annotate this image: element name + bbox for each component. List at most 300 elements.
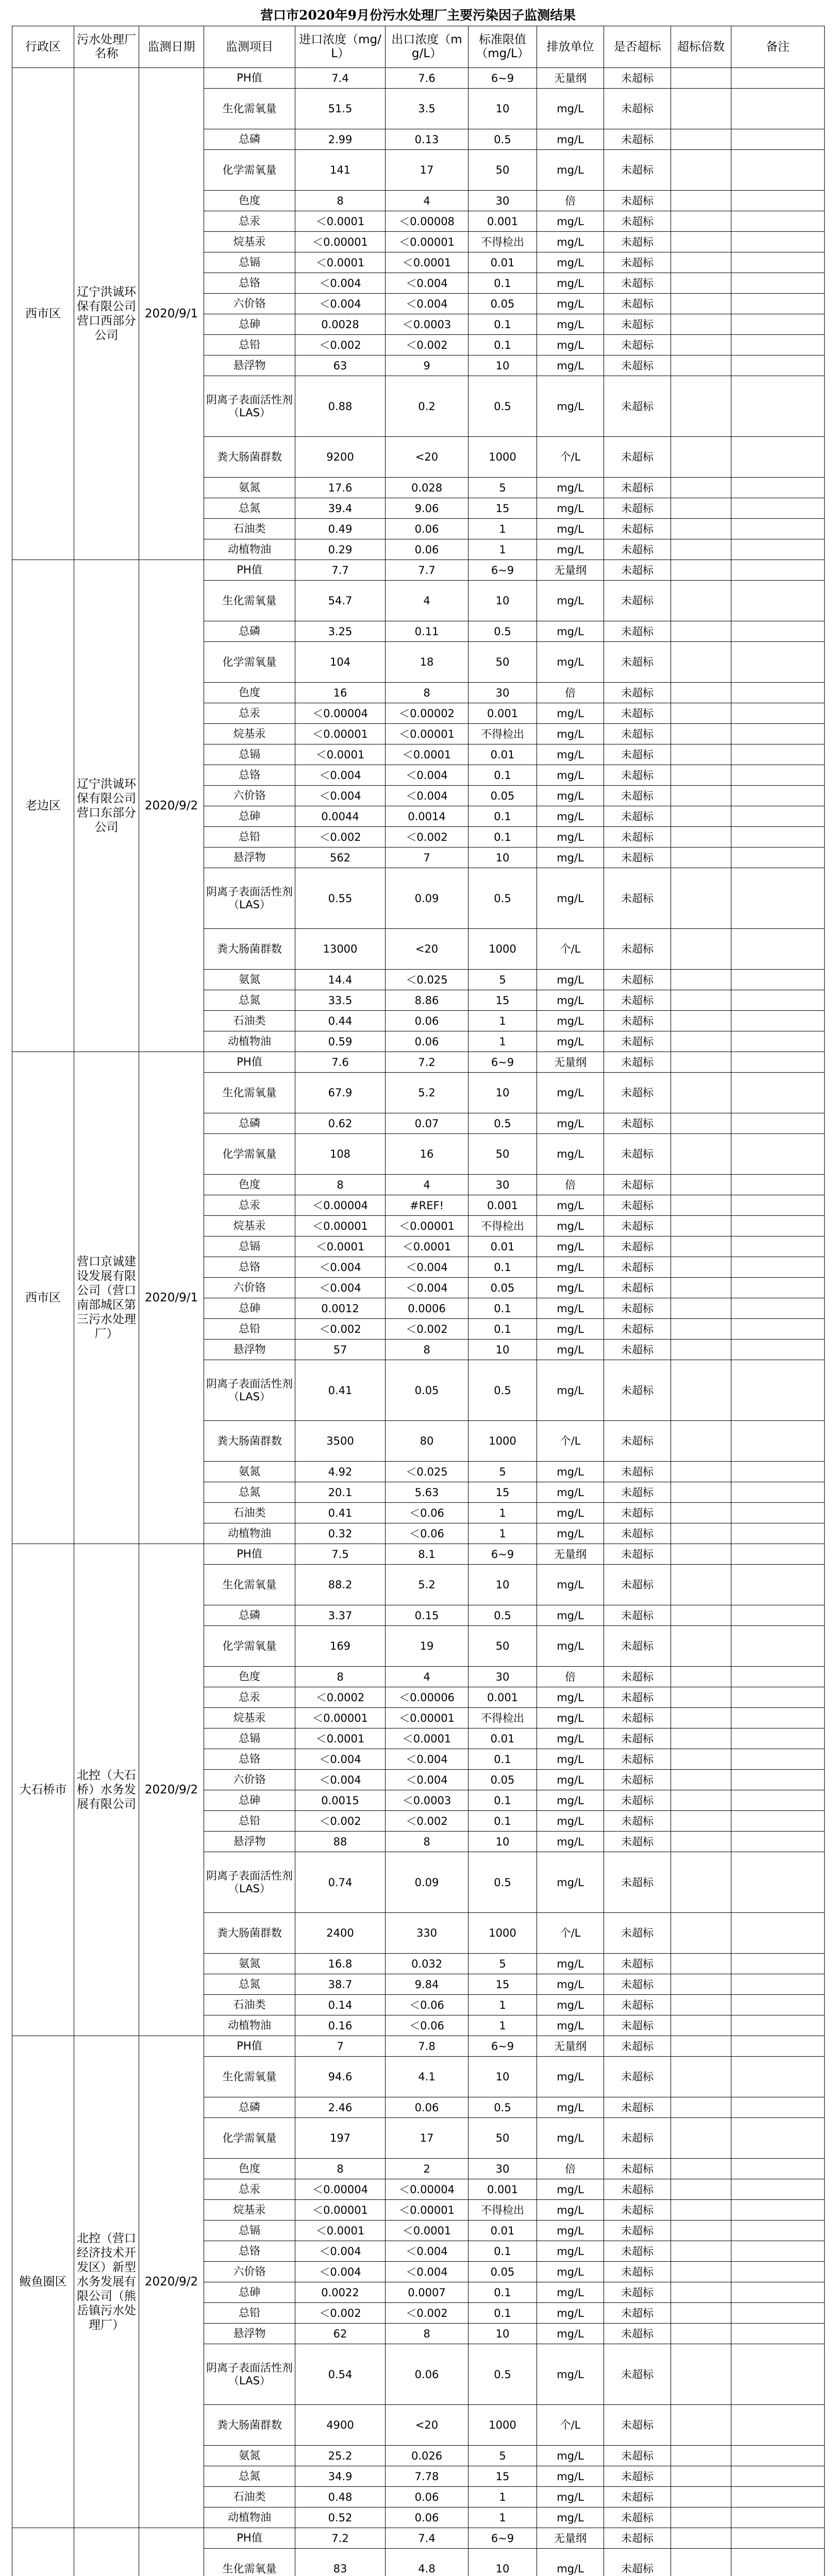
monitoring-date-cell (139, 2528, 204, 2576)
table-row (12, 2036, 825, 2057)
inlet-concentration-cell: ＜0.004 (295, 1770, 386, 1790)
emission-unit-cell: mg/L (537, 1708, 604, 1728)
remarks-cell (731, 1708, 825, 1728)
exceeds-standard-cell: 未超标 (604, 211, 671, 232)
remarks-cell (731, 2036, 825, 2057)
exceed-multiple-cell (671, 560, 731, 581)
standard-limit-cell: 0.5 (469, 1852, 537, 1913)
inlet-concentration-cell: 7.6 (295, 1052, 386, 1073)
exceeds-standard-cell: 未超标 (604, 2507, 671, 2528)
inlet-concentration-cell: ＜0.004 (295, 765, 386, 786)
header-monitoring-item: 监测项目 (204, 26, 295, 68)
outlet-concentration-cell: 8 (386, 1340, 469, 1360)
remarks-cell (731, 1236, 825, 1257)
exceeds-standard-cell: 未超标 (604, 1605, 671, 1626)
monitoring-item-cell: 烷基汞 (204, 232, 295, 252)
monitoring-item-cell: 氨氮 (204, 1462, 295, 1482)
standard-limit-cell: 15 (469, 990, 537, 1011)
standard-limit-cell: 0.5 (469, 2344, 537, 2405)
remarks-cell (731, 1523, 825, 1544)
emission-unit-cell: mg/L (537, 232, 604, 252)
remarks-cell (731, 827, 825, 848)
exceed-multiple-cell (671, 478, 731, 498)
outlet-concentration-cell: 4 (386, 191, 469, 211)
exceeds-standard-cell: 未超标 (604, 2159, 671, 2179)
remarks-cell (731, 848, 825, 868)
emission-unit-cell: mg/L (537, 2221, 604, 2241)
exceed-multiple-cell (671, 2282, 731, 2303)
standard-limit-cell: 6~9 (469, 560, 537, 581)
exceeds-standard-cell: 未超标 (604, 1708, 671, 1728)
emission-unit-cell: mg/L (537, 211, 604, 232)
emission-unit-cell: mg/L (537, 2262, 604, 2282)
emission-unit-cell: mg/L (537, 827, 604, 848)
standard-limit-cell: 0.05 (469, 294, 537, 314)
standard-limit-cell: 10 (469, 355, 537, 376)
remarks-cell (731, 539, 825, 560)
outlet-concentration-cell: #REF! (386, 1195, 469, 1216)
exceeds-standard-cell: 未超标 (604, 560, 671, 581)
standard-limit-cell: 0.1 (469, 2282, 537, 2303)
exceeds-standard-cell: 未超标 (604, 1913, 671, 1954)
remarks-cell (731, 2344, 825, 2405)
header-monitoring-date: 监测日期 (139, 26, 204, 68)
standard-limit-cell: 0.5 (469, 868, 537, 929)
standard-limit-cell: 0.1 (469, 335, 537, 355)
exceeds-standard-cell: 未超标 (604, 2528, 671, 2549)
emission-unit-cell: mg/L (537, 273, 604, 294)
outlet-concentration-cell: <20 (386, 437, 469, 478)
exceeds-standard-cell: 未超标 (604, 1175, 671, 1195)
standard-limit-cell: 30 (469, 191, 537, 211)
exceeds-standard-cell: 未超标 (604, 1974, 671, 1995)
outlet-concentration-cell: 0.06 (386, 2344, 469, 2405)
standard-limit-cell: 10 (469, 848, 537, 868)
remarks-cell (731, 868, 825, 929)
standard-limit-cell: 5 (469, 2446, 537, 2466)
monitoring-item-cell: 化学需氧量 (204, 1626, 295, 1667)
remarks-cell (731, 1687, 825, 1708)
inlet-concentration-cell: 0.49 (295, 519, 386, 539)
outlet-concentration-cell: 0.06 (386, 539, 469, 560)
exceeds-standard-cell: 未超标 (604, 1278, 671, 1298)
monitoring-item-cell: 氨氮 (204, 970, 295, 990)
inlet-concentration-cell: 0.32 (295, 1523, 386, 1544)
inlet-concentration-cell: 0.41 (295, 1503, 386, 1523)
emission-unit-cell: mg/L (537, 2118, 604, 2159)
inlet-concentration-cell: 0.14 (295, 1995, 386, 2015)
monitoring-item-cell: 总磷 (204, 1113, 295, 1134)
standard-limit-cell: 1000 (469, 1913, 537, 1954)
exceed-multiple-cell (671, 376, 731, 437)
standard-limit-cell: 0.1 (469, 1298, 537, 1319)
standard-limit-cell: 30 (469, 683, 537, 703)
standard-limit-cell: 0.5 (469, 2097, 537, 2118)
emission-unit-cell: mg/L (537, 1340, 604, 1360)
outlet-concentration-cell: ＜0.00001 (386, 724, 469, 744)
exceeds-standard-cell: 未超标 (604, 827, 671, 848)
remarks-cell (731, 1216, 825, 1236)
remarks-cell (731, 2466, 825, 2487)
outlet-concentration-cell: <20 (386, 929, 469, 970)
inlet-concentration-cell: 3500 (295, 1421, 386, 1462)
standard-limit-cell: 0.5 (469, 1605, 537, 1626)
remarks-cell (731, 2528, 825, 2549)
exceed-multiple-cell (671, 2466, 731, 2487)
monitoring-item-cell: 粪大肠菌群数 (204, 437, 295, 478)
monitoring-item-cell: 总铬 (204, 273, 295, 294)
outlet-concentration-cell: 9 (386, 355, 469, 376)
monitoring-item-cell: PH值 (204, 1544, 295, 1565)
standard-limit-cell: 10 (469, 2324, 537, 2344)
inlet-concentration-cell: ＜0.00001 (295, 1216, 386, 1236)
standard-limit-cell: 0.05 (469, 1770, 537, 1790)
inlet-concentration-cell: ＜0.004 (295, 2262, 386, 2282)
monitoring-item-cell: 总磷 (204, 1605, 295, 1626)
monitoring-item-cell: 总汞 (204, 2179, 295, 2200)
exceed-multiple-cell (671, 2057, 731, 2097)
emission-unit-cell: mg/L (537, 294, 604, 314)
standard-limit-cell: 0.1 (469, 1790, 537, 1811)
monitoring-item-cell: 化学需氧量 (204, 642, 295, 683)
monitoring-item-cell: 六价铬 (204, 2262, 295, 2282)
exceeds-standard-cell: 未超标 (604, 2221, 671, 2241)
exceed-multiple-cell (671, 1687, 731, 1708)
remarks-cell (731, 1913, 825, 1954)
inlet-concentration-cell: 104 (295, 642, 386, 683)
inlet-concentration-cell: 0.16 (295, 2015, 386, 2036)
emission-unit-cell: mg/L (537, 1995, 604, 2015)
remarks-cell (731, 355, 825, 376)
remarks-cell (731, 294, 825, 314)
emission-unit-cell: mg/L (537, 335, 604, 355)
exceeds-standard-cell: 未超标 (604, 683, 671, 703)
outlet-concentration-cell: ＜0.004 (386, 1257, 469, 1278)
emission-unit-cell: mg/L (537, 621, 604, 642)
standard-limit-cell: 0.1 (469, 1257, 537, 1278)
outlet-concentration-cell: ＜0.06 (386, 2015, 469, 2036)
emission-unit-cell: mg/L (537, 806, 604, 827)
monitoring-item-cell: 总汞 (204, 703, 295, 724)
emission-unit-cell: mg/L (537, 478, 604, 498)
header-exceed-multiple: 超标倍数 (671, 26, 731, 68)
monitoring-item-cell: 总砷 (204, 1298, 295, 1319)
inlet-concentration-cell: 169 (295, 1626, 386, 1667)
emission-unit-cell: mg/L (537, 539, 604, 560)
remarks-cell (731, 478, 825, 498)
exceeds-standard-cell: 未超标 (604, 1503, 671, 1523)
emission-unit-cell: 个/L (537, 1421, 604, 1462)
monitoring-item-cell: 总氮 (204, 1482, 295, 1503)
emission-unit-cell: mg/L (537, 1790, 604, 1811)
inlet-concentration-cell: 88.2 (295, 1565, 386, 1605)
emission-unit-cell: mg/L (537, 2057, 604, 2097)
remarks-cell (731, 376, 825, 437)
inlet-concentration-cell: ＜0.002 (295, 335, 386, 355)
standard-limit-cell: 1000 (469, 929, 537, 970)
emission-unit-cell: mg/L (537, 2324, 604, 2344)
exceed-multiple-cell (671, 724, 731, 744)
plant-name-cell (74, 2528, 139, 2576)
monitoring-item-cell: 总铬 (204, 2241, 295, 2262)
exceed-multiple-cell (671, 252, 731, 273)
document-title: 营口市2020年9月份污水处理厂主要污染因子监测结果 (260, 8, 576, 23)
header-emission-unit: 排放单位 (537, 26, 604, 68)
exceed-multiple-cell (671, 273, 731, 294)
remarks-cell (731, 1195, 825, 1216)
emission-unit-cell: mg/L (537, 765, 604, 786)
monitoring-item-cell: 悬浮物 (204, 1832, 295, 1852)
exceed-multiple-cell (671, 1113, 731, 1134)
exceeds-standard-cell: 未超标 (604, 1031, 671, 1052)
table-row (12, 560, 825, 581)
remarks-cell (731, 1832, 825, 1852)
remarks-cell (731, 1790, 825, 1811)
exceed-multiple-cell (671, 1340, 731, 1360)
monitoring-item-cell: 阴离子表面活性剂（LAS） (204, 1852, 295, 1913)
remarks-cell (731, 1728, 825, 1749)
exceeds-standard-cell: 未超标 (604, 1811, 671, 1832)
monitoring-item-cell: 氨氮 (204, 1954, 295, 1974)
emission-unit-cell: mg/L (537, 581, 604, 621)
remarks-cell (731, 1954, 825, 1974)
exceeds-standard-cell: 未超标 (604, 724, 671, 744)
outlet-concentration-cell: ＜0.025 (386, 1462, 469, 1482)
emission-unit-cell: 无量纲 (537, 1052, 604, 1073)
outlet-concentration-cell: 4 (386, 1667, 469, 1687)
table-body (12, 68, 825, 2576)
emission-unit-cell: mg/L (537, 519, 604, 539)
outlet-concentration-cell: ＜0.004 (386, 786, 469, 806)
remarks-cell (731, 191, 825, 211)
standard-limit-cell: 0.001 (469, 1195, 537, 1216)
remarks-cell (731, 2303, 825, 2324)
outlet-concentration-cell: 4 (386, 1175, 469, 1195)
remarks-cell (731, 2262, 825, 2282)
monitoring-date-cell: 2020/9/2 (139, 2036, 204, 2528)
emission-unit-cell: 倍 (537, 1175, 604, 1195)
emission-unit-cell: mg/L (537, 1523, 604, 1544)
remarks-cell (731, 1995, 825, 2015)
inlet-concentration-cell: 2.46 (295, 2097, 386, 2118)
outlet-concentration-cell: 0.06 (386, 1031, 469, 1052)
inlet-concentration-cell: 25.2 (295, 2446, 386, 2466)
inlet-concentration-cell: ＜0.0001 (295, 744, 386, 765)
remarks-cell (731, 1852, 825, 1913)
outlet-concentration-cell: ＜0.00004 (386, 2179, 469, 2200)
emission-unit-cell: mg/L (537, 1728, 604, 1749)
exceed-multiple-cell (671, 970, 731, 990)
monitoring-item-cell: 总汞 (204, 1687, 295, 1708)
outlet-concentration-cell: ＜0.00008 (386, 211, 469, 232)
outlet-concentration-cell: ＜0.004 (386, 1770, 469, 1790)
exceed-multiple-cell (671, 232, 731, 252)
emission-unit-cell: mg/L (537, 1974, 604, 1995)
exceeds-standard-cell: 未超标 (604, 273, 671, 294)
remarks-cell (731, 929, 825, 970)
monitoring-item-cell: 总铬 (204, 1257, 295, 1278)
monitoring-item-cell: 总镉 (204, 252, 295, 273)
emission-unit-cell: mg/L (537, 2241, 604, 2262)
standard-limit-cell: 0.5 (469, 1113, 537, 1134)
emission-unit-cell: 倍 (537, 191, 604, 211)
exceed-multiple-cell (671, 1052, 731, 1073)
emission-unit-cell: mg/L (537, 1134, 604, 1175)
exceeds-standard-cell: 未超标 (604, 1565, 671, 1605)
monitoring-item-cell: 色度 (204, 1667, 295, 1687)
emission-unit-cell: mg/L (537, 1360, 604, 1421)
inlet-concentration-cell: 2400 (295, 1913, 386, 1954)
header-exceeds-standard: 是否超标 (604, 26, 671, 68)
exceed-multiple-cell (671, 1216, 731, 1236)
inlet-concentration-cell: ＜0.002 (295, 827, 386, 848)
emission-unit-cell: mg/L (537, 2466, 604, 2487)
inlet-concentration-cell: 3.37 (295, 1605, 386, 1626)
exceed-multiple-cell (671, 1913, 731, 1954)
monitoring-item-cell: 色度 (204, 191, 295, 211)
exceed-multiple-cell (671, 1852, 731, 1913)
standard-limit-cell: 0.01 (469, 1236, 537, 1257)
monitoring-item-cell: 烷基汞 (204, 724, 295, 744)
outlet-concentration-cell: 5.2 (386, 1073, 469, 1113)
monitoring-item-cell: PH值 (204, 68, 295, 89)
exceed-multiple-cell (671, 990, 731, 1011)
monitoring-item-cell: 化学需氧量 (204, 2118, 295, 2159)
monitoring-item-cell: 粪大肠菌群数 (204, 929, 295, 970)
remarks-cell (731, 437, 825, 478)
inlet-concentration-cell: 20.1 (295, 1482, 386, 1503)
inlet-concentration-cell: ＜0.0001 (295, 1236, 386, 1257)
standard-limit-cell: 10 (469, 1565, 537, 1605)
plant-name-cell: 北控（大石桥）水务发展有限公司 (74, 1544, 139, 2036)
outlet-concentration-cell: 7.4 (386, 2528, 469, 2549)
exceeds-standard-cell: 未超标 (604, 2282, 671, 2303)
outlet-concentration-cell: ＜0.004 (386, 2241, 469, 2262)
outlet-concentration-cell: ＜0.0003 (386, 1790, 469, 1811)
monitoring-item-cell: PH值 (204, 560, 295, 581)
inlet-concentration-cell: 0.74 (295, 1852, 386, 1913)
monitoring-item-cell: PH值 (204, 1052, 295, 1073)
exceed-multiple-cell (671, 1175, 731, 1195)
monitoring-item-cell: 总氮 (204, 1974, 295, 1995)
standard-limit-cell: 0.05 (469, 786, 537, 806)
outlet-concentration-cell: ＜0.06 (386, 1995, 469, 2015)
inlet-concentration-cell: 14.4 (295, 970, 386, 990)
outlet-concentration-cell: ＜0.06 (386, 1523, 469, 1544)
remarks-cell (731, 1134, 825, 1175)
emission-unit-cell: mg/L (537, 1278, 604, 1298)
emission-unit-cell: mg/L (537, 498, 604, 519)
monitoring-item-cell: 化学需氧量 (204, 1134, 295, 1175)
emission-unit-cell: mg/L (537, 252, 604, 273)
monitoring-item-cell: 石油类 (204, 2487, 295, 2507)
inlet-concentration-cell: 4.92 (295, 1462, 386, 1482)
emission-unit-cell: mg/L (537, 1011, 604, 1031)
remarks-cell (731, 724, 825, 744)
inlet-concentration-cell: 8 (295, 1667, 386, 1687)
standard-limit-cell: 5 (469, 478, 537, 498)
monitoring-item-cell: 总铅 (204, 2303, 295, 2324)
monitoring-item-cell: 总砷 (204, 2282, 295, 2303)
exceed-multiple-cell (671, 1278, 731, 1298)
district-cell: 老边区 (12, 560, 74, 1052)
emission-unit-cell: mg/L (537, 129, 604, 150)
outlet-concentration-cell: 8 (386, 1832, 469, 1852)
outlet-concentration-cell: ＜0.00002 (386, 703, 469, 724)
exceeds-standard-cell: 未超标 (604, 2344, 671, 2405)
standard-limit-cell: 1 (469, 2015, 537, 2036)
outlet-concentration-cell: 0.05 (386, 1360, 469, 1421)
exceed-multiple-cell (671, 2241, 731, 2262)
standard-limit-cell: 1 (469, 2487, 537, 2507)
exceed-multiple-cell (671, 1974, 731, 1995)
emission-unit-cell: mg/L (537, 2179, 604, 2200)
emission-unit-cell: mg/L (537, 1565, 604, 1605)
monitoring-item-cell: 粪大肠菌群数 (204, 1913, 295, 1954)
remarks-cell (731, 1811, 825, 1832)
outlet-concentration-cell: 5.2 (386, 1565, 469, 1605)
monitoring-item-cell: 阴离子表面活性剂（LAS） (204, 1360, 295, 1421)
remarks-cell (731, 786, 825, 806)
exceed-multiple-cell (671, 1195, 731, 1216)
inlet-concentration-cell: 39.4 (295, 498, 386, 519)
monitoring-item-cell: 六价铬 (204, 1770, 295, 1790)
exceed-multiple-cell (671, 355, 731, 376)
emission-unit-cell: 倍 (537, 1667, 604, 1687)
remarks-cell (731, 744, 825, 765)
plant-name-cell: 辽宁洪诚环保有限公司营口西部分公司 (74, 68, 139, 560)
inlet-concentration-cell: 2.99 (295, 129, 386, 150)
outlet-concentration-cell: 0.11 (386, 621, 469, 642)
emission-unit-cell: mg/L (537, 1605, 604, 1626)
exceeds-standard-cell: 未超标 (604, 1360, 671, 1421)
remarks-cell (731, 2159, 825, 2179)
emission-unit-cell: mg/L (537, 2015, 604, 2036)
outlet-concentration-cell: ＜0.004 (386, 294, 469, 314)
remarks-cell (731, 89, 825, 129)
outlet-concentration-cell: 16 (386, 1134, 469, 1175)
plant-name-cell: 辽宁洪诚环保有限公司营口东部分公司 (74, 560, 139, 1052)
inlet-concentration-cell: 197 (295, 2118, 386, 2159)
exceed-multiple-cell (671, 2549, 731, 2576)
remarks-cell (731, 2241, 825, 2262)
district-cell: 鲅鱼圈区 (12, 2036, 74, 2528)
emission-unit-cell: mg/L (537, 1073, 604, 1113)
emission-unit-cell: mg/L (537, 2549, 604, 2576)
exceed-multiple-cell (671, 827, 731, 848)
outlet-concentration-cell: ＜0.0001 (386, 744, 469, 765)
district-cell: 大石桥市 (12, 1544, 74, 2036)
standard-limit-cell: 50 (469, 1626, 537, 1667)
emission-unit-cell: mg/L (537, 1770, 604, 1790)
inlet-concentration-cell: ＜0.00001 (295, 724, 386, 744)
inlet-concentration-cell: ＜0.004 (295, 294, 386, 314)
outlet-concentration-cell: ＜0.002 (386, 827, 469, 848)
inlet-concentration-cell: 0.41 (295, 1360, 386, 1421)
standard-limit-cell: 0.01 (469, 1728, 537, 1749)
emission-unit-cell: mg/L (537, 1832, 604, 1852)
standard-limit-cell: 5 (469, 1954, 537, 1974)
monitoring-item-cell: 悬浮物 (204, 2324, 295, 2344)
exceeds-standard-cell: 未超标 (604, 437, 671, 478)
emission-unit-cell: 个/L (537, 2405, 604, 2446)
monitoring-item-cell: 悬浮物 (204, 1340, 295, 1360)
inlet-concentration-cell: 51.5 (295, 89, 386, 129)
standard-limit-cell: 15 (469, 1482, 537, 1503)
emission-unit-cell: mg/L (537, 1954, 604, 1974)
exceed-multiple-cell (671, 1523, 731, 1544)
standard-limit-cell: 15 (469, 2466, 537, 2487)
